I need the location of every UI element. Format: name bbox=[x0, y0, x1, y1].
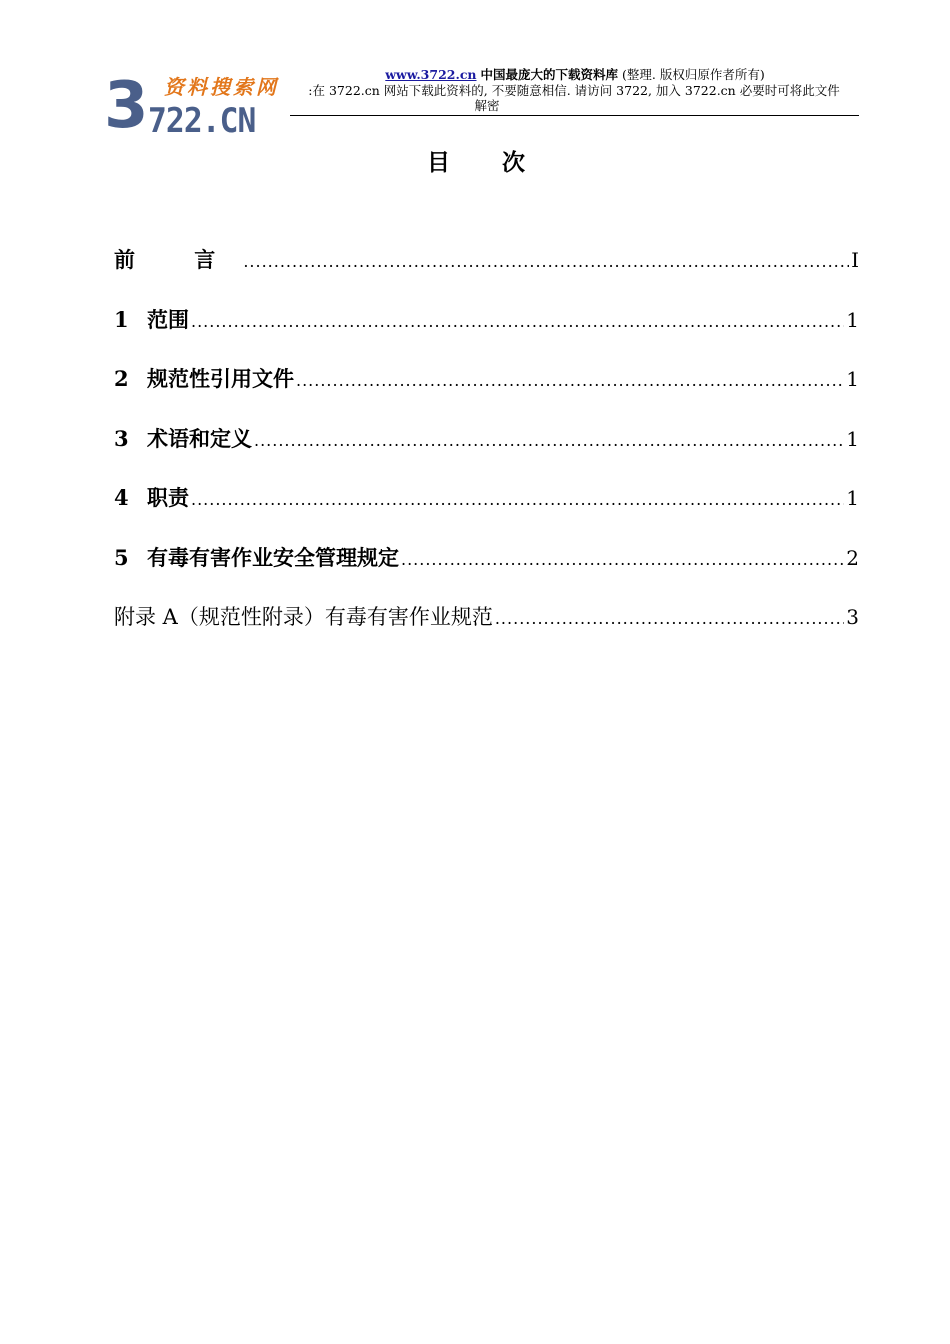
toc-entry-page: 1 bbox=[846, 426, 859, 451]
toc-entry-label: 附录 A（规范性附录）有毒有害作业规范 bbox=[114, 605, 493, 629]
toc-dot-leader bbox=[296, 361, 844, 401]
toc-dot-leader bbox=[254, 421, 844, 461]
toc-entry-appendix-a[interactable] bbox=[114, 597, 859, 657]
toc-entry-number: 1 bbox=[114, 306, 129, 332]
toc-entry-page: 3 bbox=[846, 605, 859, 629]
header-copyright-note: (整理. 版权归原作者所有) bbox=[622, 67, 765, 82]
toc-entry-label: 职责 bbox=[147, 486, 189, 510]
logo-slogan: 资料搜索网 bbox=[164, 75, 279, 99]
toc-entry-number: 4 bbox=[114, 485, 129, 510]
toc-entry-preface[interactable] bbox=[114, 240, 859, 300]
table-of-contents bbox=[114, 240, 859, 657]
page-title: 目 次 bbox=[426, 150, 547, 176]
site-logo bbox=[104, 69, 294, 143]
logo-digit: 3 bbox=[104, 69, 147, 143]
toc-dot-leader bbox=[243, 242, 849, 282]
toc-entry-5[interactable] bbox=[114, 538, 859, 598]
toc-entry-page: 1 bbox=[846, 486, 859, 510]
toc-entry-page: I bbox=[851, 248, 859, 272]
toc-entry-label: 规范性引用文件 bbox=[147, 367, 294, 391]
toc-entry-page: 1 bbox=[846, 367, 859, 391]
toc-entry-label: 前 言 bbox=[114, 248, 242, 272]
toc-entry-page: 1 bbox=[846, 307, 859, 332]
toc-entry-4[interactable] bbox=[114, 478, 859, 538]
toc-entry-3[interactable] bbox=[114, 419, 859, 479]
toc-entry-page: 2 bbox=[846, 545, 859, 570]
toc-dot-leader bbox=[401, 540, 844, 580]
toc-dot-leader bbox=[191, 480, 844, 520]
toc-dot-leader bbox=[191, 302, 844, 342]
toc-entry-number: 3 bbox=[114, 425, 129, 451]
site-link[interactable]: www.3722.cn bbox=[385, 67, 477, 82]
header-notice: :在 3722.cn 网站下载此资料的, 不要随意相信. 请访问 3722, 加入 3722.cn 必要时可将此文件 bbox=[308, 83, 840, 98]
toc-entry-label: 术语和定义 bbox=[147, 426, 252, 451]
toc-dot-leader bbox=[495, 599, 844, 639]
toc-entry-number: 2 bbox=[114, 366, 129, 391]
toc-entry-label: 范围 bbox=[147, 307, 189, 332]
toc-entry-label: 有毒有害作业安全管理规定 bbox=[147, 545, 399, 570]
header-notice-continued: 解密 bbox=[474, 98, 500, 113]
toc-entry-1[interactable] bbox=[114, 300, 859, 360]
header-banner bbox=[292, 67, 858, 83]
header-divider bbox=[290, 115, 859, 116]
header-tagline: 中国最庞大的下载资料库 bbox=[480, 67, 619, 82]
toc-entry-number: 5 bbox=[114, 544, 129, 570]
logo-domain: 722.CN bbox=[148, 101, 256, 141]
toc-entry-2[interactable] bbox=[114, 359, 859, 419]
